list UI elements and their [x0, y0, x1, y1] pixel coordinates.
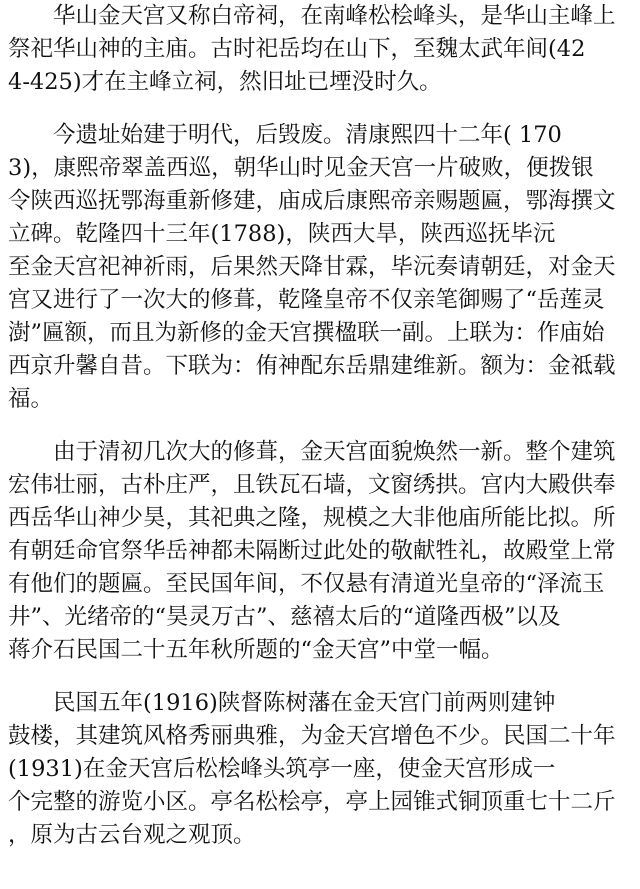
- text-line: 令陕西巡抚鄂海重新修建，庙成后康熙帝亲赐题匾，鄂海撰文: [8, 188, 616, 214]
- text-line: 鼓楼，其建筑风格秀丽典雅，为金天宫增色不少。民国二十年: [8, 723, 616, 749]
- text-line: 福。: [8, 386, 54, 412]
- text-line: 华山金天宫又称白帝祠，在南峰松桧峰头，是华山主峰上: [8, 3, 616, 29]
- text-line: 西岳华山神少昊，其祀典之隆，规模之大非他庙所能比拟。所: [8, 505, 616, 531]
- paragraph-1: [8, 0, 638, 99]
- text-line: 个完整的游览小区。亭名松桧亭，亭上园锥式铜顶重七十二斤: [8, 789, 616, 815]
- paragraph-spacer: [8, 99, 638, 119]
- text-line: 至金天宫祀神祈雨，后果然天降甘霖，毕沅奏请朝廷，对金天: [8, 254, 616, 280]
- text-line: 有朝廷命官祭华岳神都未隔断过此处的敬献牲礼，故殿堂上常: [8, 538, 616, 564]
- text-line: ，原为古云台观之观顶。: [8, 822, 256, 848]
- paragraph-spacer: [8, 667, 638, 687]
- text-line: 今遗址始建于明代，后毁废。清康熙四十二年( 170: [8, 122, 562, 148]
- text-line: 宏伟壮丽，古朴庄严，且铁瓦石墙，文窗绣拱。宫内大殿供奉: [8, 472, 616, 498]
- paragraph-2: [8, 119, 638, 416]
- text-line: 西京升馨自昔。下联为：侑神配东岳鼎建维新。额为：金祗载: [8, 353, 616, 379]
- text-line: 澍”匾额，而且为新修的金天宫撰楹联一副。上联为：作庙始: [8, 320, 605, 346]
- text-line: 宫又进行了一次大的修葺，乾隆皇帝不仅亲笔御赐了“岳莲灵: [8, 287, 605, 313]
- text-line: 3)，康熙帝翠盖西巡，朝华山时见金天宫一片破败，便拨银: [8, 155, 594, 181]
- text-line: 4-425)才在主峰立祠，然旧址已堙没时久。: [8, 69, 442, 95]
- article-body: [8, 0, 638, 852]
- text-line: 民国五年(1916)陕督陈树藩在金天宫门前两则建钟: [8, 690, 556, 716]
- text-line: 由于清初几次大的修葺，金天宫面貌焕然一新。整个建筑: [8, 439, 616, 465]
- paragraph-3: [8, 436, 638, 667]
- text-line: (1931)在金天宫后松桧峰头筑亭一座，使金天宫形成一: [8, 756, 556, 782]
- paragraph-4: [8, 687, 638, 852]
- text-line: 蒋介石民国二十五年秋所题的“金天宫”中堂一幅。: [8, 637, 504, 663]
- paragraph-spacer: [8, 416, 638, 436]
- text-line: 祭祀华山神的主庙。古时祀岳均在山下，至魏太武年间(42: [8, 36, 586, 62]
- text-line: 有他们的题匾。至民国年间，不仅悬有清道光皇帝的“泽流玉: [8, 571, 605, 597]
- text-line: 井”、光绪帝的“昊灵万古”、慈禧太后的“道隆西极”以及: [8, 604, 561, 630]
- text-line: 立碑。乾隆四十三年(1788)，陕西大旱，陕西巡抚毕沅: [8, 221, 556, 247]
